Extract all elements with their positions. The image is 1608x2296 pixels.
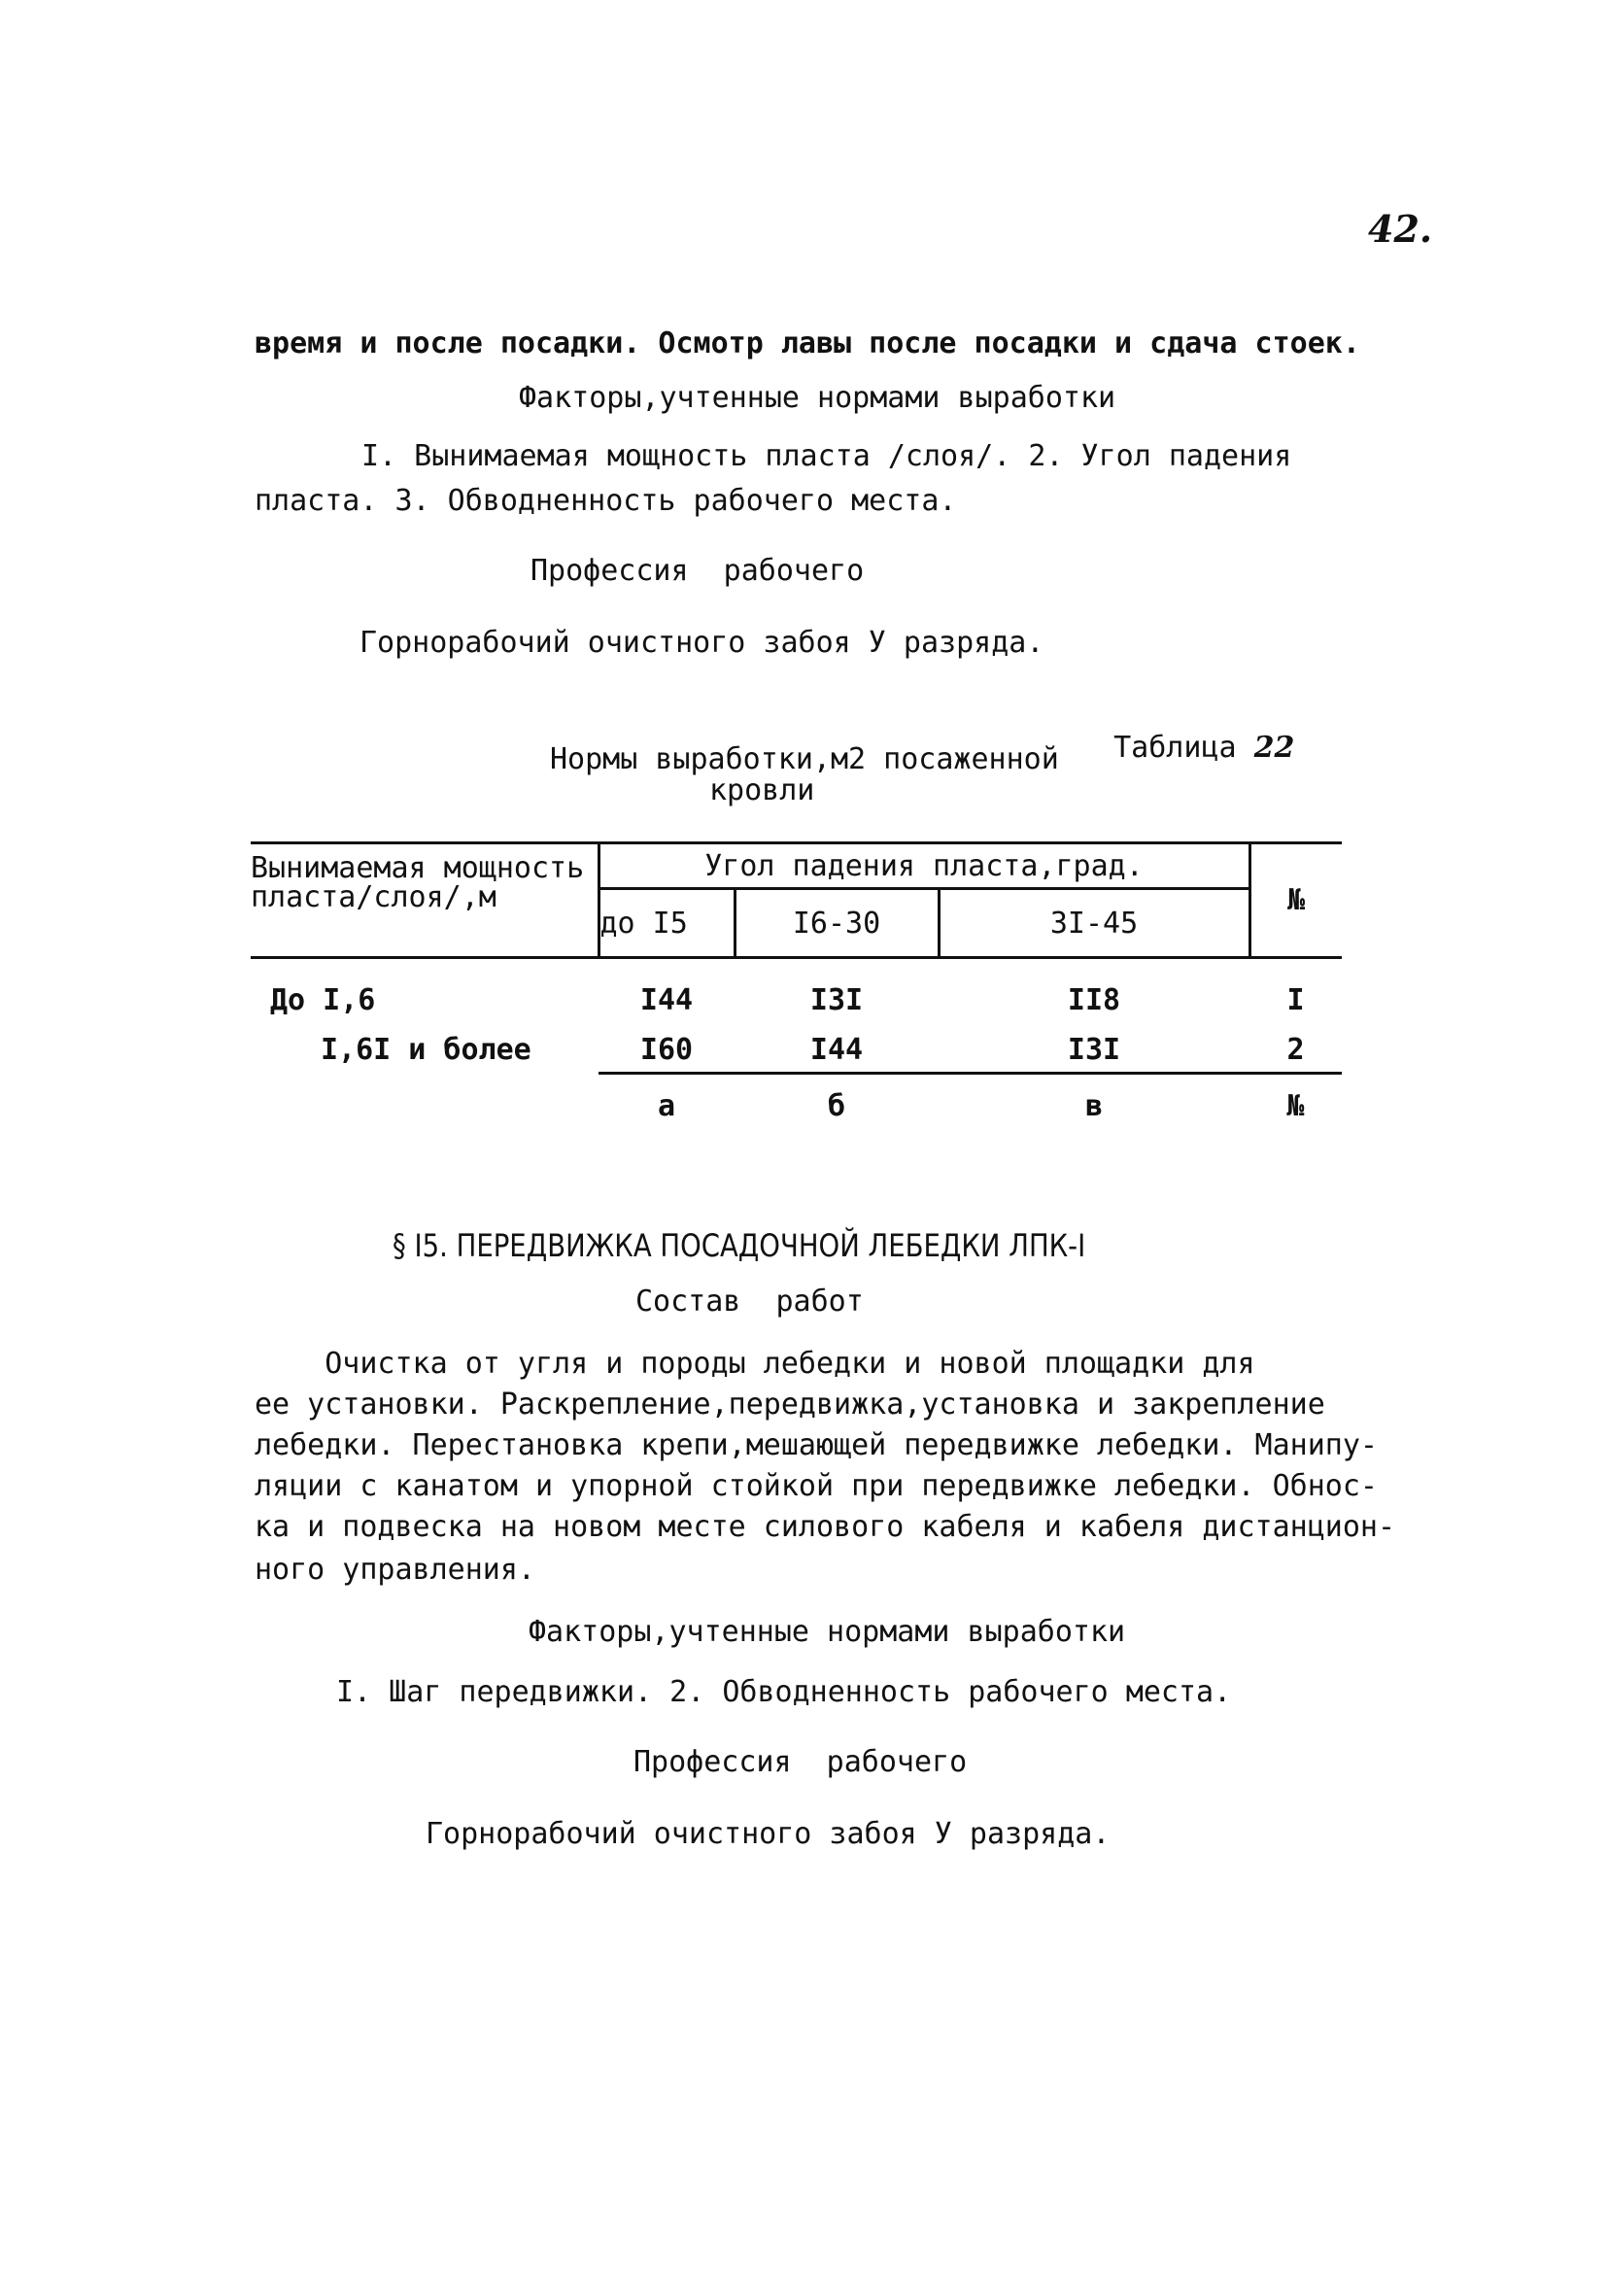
table-number: 22 [1253, 731, 1295, 765]
table-cell: I44 [639, 982, 694, 1017]
footer-label: в [939, 1074, 1249, 1138]
footer-label: б [735, 1074, 939, 1138]
profession-heading: Профессия рабочего [530, 554, 865, 588]
num-header: № [1249, 843, 1342, 958]
work-line: ка и подвеска на новом месте силового кабеля и кабеля дистанцион- [255, 1510, 1395, 1544]
column-header: I6-30 [735, 889, 939, 958]
intro-line: время и после посадки. Осмотр лавы после посадки и сдача стоек. [255, 326, 1360, 360]
section-profession-heading: Профессия рабочего [633, 1745, 968, 1779]
work-line: ее установки. Раскрепление,передвижка,установка и закрепление [255, 1388, 1325, 1422]
row-number: 2 [1286, 1032, 1305, 1067]
page-number: 42. [1368, 207, 1433, 251]
footer-label: а [599, 1074, 735, 1138]
row-number: I [1286, 982, 1305, 1017]
work-line: ного управления. [255, 1553, 535, 1587]
section-factors-heading: Факторы,учтенные нормами выработки [529, 1615, 1126, 1649]
section-heading: § I5. ПЕРЕДВИЖКА ПОСАДОЧНОЙ ЛЕБЕДКИ ЛПК-I [393, 1227, 1086, 1264]
table-row [251, 958, 1342, 1028]
table-cell: I3I [1067, 1032, 1121, 1067]
footer-spacer [251, 1074, 599, 1138]
column-header: до I5 [599, 889, 735, 958]
table-label-text: Таблица [1113, 731, 1237, 765]
table-row [251, 1027, 1342, 1074]
factors-line-2: пласта. 3. Обводненность рабочего места. [255, 484, 957, 518]
section-profession-text: Горнорабочий очистного забоя У разряда. [426, 1817, 1111, 1851]
table-label [1078, 696, 1294, 766]
table-title-line-1: Нормы выработки,м2 посаженной [550, 742, 1059, 776]
work-line: Очистка от угля и породы лебедки и новой площадки для [255, 1347, 1255, 1381]
table-title-line-2: кровли [709, 773, 815, 807]
group-header: Угол падения пласта,град. [599, 843, 1249, 889]
table-cell: II8 [1067, 982, 1121, 1017]
row-label: До I,6 [270, 982, 376, 1017]
row-header-line-1: Вынимаемая мощность [251, 851, 585, 885]
table-cell: I44 [809, 1032, 864, 1067]
work-line: лебедки. Перестановка крепи,мешающей передвижке лебедки. Манипу- [255, 1428, 1378, 1462]
table-footer-row [251, 1074, 1342, 1138]
factors-heading: Факторы,учтенные нормами выработки [519, 381, 1116, 415]
profession-text: Горнорабочий очистного забоя У разряда. [359, 626, 1044, 660]
section-factors-line: I. Шаг передвижки. 2. Обводненность рабочего места. [336, 1675, 1232, 1709]
table-cell: I60 [639, 1032, 694, 1067]
work-heading: Состав работ [635, 1285, 864, 1319]
row-header-line-2: пласта/слоя/,м [251, 880, 496, 914]
column-header: 3I-45 [939, 889, 1249, 958]
row-header [251, 843, 599, 958]
work-line: ляции с канатом и упорной стойкой при передвижке лебедки. Обнос- [255, 1469, 1378, 1503]
norms-table [251, 841, 1342, 1137]
table-cell: I3I [809, 982, 864, 1017]
footer-num: № [1249, 1074, 1342, 1138]
table-header-row [251, 843, 1342, 889]
row-label: I,6I и более [321, 1033, 531, 1068]
factors-line-1: I. Вынимаемая мощность пласта /слоя/. 2. Угол падения [361, 439, 1292, 473]
